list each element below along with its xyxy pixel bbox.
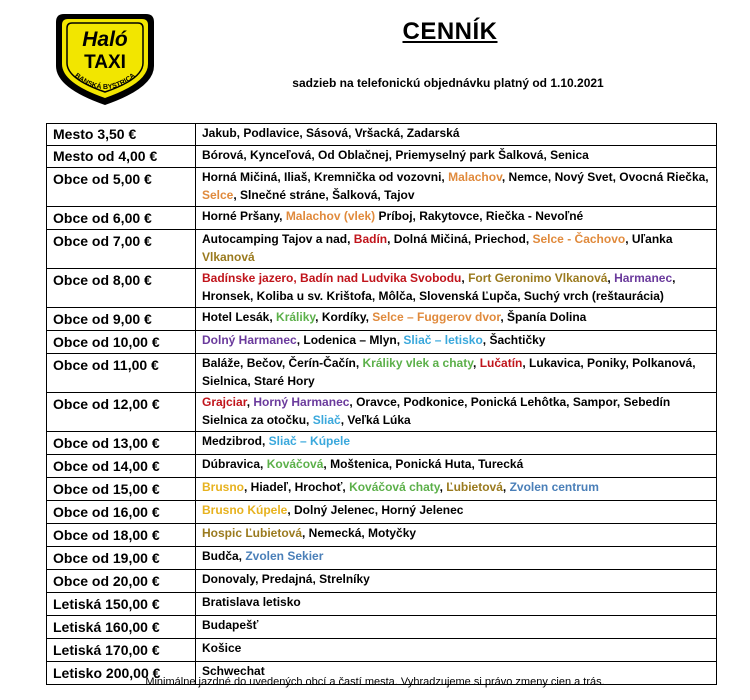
place-text: , Slnečné stráne, Šalková, Tajov (233, 188, 415, 202)
price-row (47, 124, 717, 146)
place-text: Baláže, Bečov, Čerín-Čačín, (202, 356, 363, 370)
place-text: , Nemecká, Motyčky (302, 526, 417, 540)
halo-taxi-logo (50, 8, 160, 108)
place-highlight: Malachov (vlek) (285, 209, 376, 223)
place-highlight: Brusno Kúpele (202, 503, 288, 517)
place-text: , (439, 480, 447, 494)
place-text: , Nemce, Nový Svet, Ovocná Riečka, (501, 170, 709, 184)
logo-taxi-text: TAXI (84, 52, 126, 73)
place-highlight: Badín (353, 232, 388, 246)
place-text: , Dolný Jelenec, Horný Jelenec (287, 503, 464, 517)
place-text: Donovaly, Predajná, Strelníky (202, 572, 370, 586)
place-text: Hotel Lesák, (202, 310, 277, 324)
price-row (47, 547, 717, 570)
places-cell (196, 168, 717, 207)
places-cell (196, 639, 717, 662)
price-row (47, 616, 717, 639)
place-text: Medzibrod, (202, 434, 269, 448)
place-highlight: Harmanec (614, 271, 673, 285)
price-label: Obce od 8,00 € (47, 269, 196, 308)
price-row (47, 331, 717, 354)
price-label: Obce od 18,00 € (47, 524, 196, 547)
place-text: , Oravce, Podkonice, Ponická Lehôtka, Sampor, Sebedín Sielnica za otočku, (202, 395, 671, 427)
price-label: Obce od 11,00 € (47, 354, 196, 393)
price-row (47, 593, 717, 616)
place-highlight: Vlkanová (202, 250, 255, 264)
places-cell (196, 616, 717, 639)
price-row (47, 168, 717, 207)
price-row (47, 230, 717, 269)
place-text: Schwechat (202, 664, 265, 678)
place-highlight: Selce (202, 188, 234, 202)
logo-city-arc: BANSKÁ BYSTRICA (73, 72, 137, 92)
place-highlight: Selce - Čachovo (532, 232, 626, 246)
place-text: , Lodenica – Mlyn, (296, 333, 404, 347)
place-highlight: Selce – Fuggerov dvor (372, 310, 501, 324)
places-cell (196, 354, 717, 393)
places-cell (196, 230, 717, 269)
price-row (47, 524, 717, 547)
price-label: Mesto 3,50 € (47, 124, 196, 146)
place-highlight: Ľubietová (446, 480, 503, 494)
place-text: , (502, 480, 510, 494)
place-highlight: Fort Geronimo Vlkanová (468, 271, 608, 285)
place-text: , Hiadeľ, Hrochoť, (244, 480, 350, 494)
place-text: Bratislava letisko (202, 595, 301, 609)
place-text: , (607, 271, 615, 285)
place-text: , (461, 271, 469, 285)
place-highlight: Horný Harmanec (253, 395, 350, 409)
price-label: Letiská 150,00 € (47, 593, 196, 616)
places-cell (196, 269, 717, 308)
price-label: Obce od 5,00 € (47, 168, 196, 207)
place-text: Príboj, Rakytovce, Riečka - Nevoľné (375, 209, 584, 223)
page-title: CENNÍK (402, 18, 498, 45)
place-text: , (246, 395, 254, 409)
price-label: Obce od 14,00 € (47, 455, 196, 478)
price-table (46, 123, 717, 685)
price-row (47, 354, 717, 393)
places-cell (196, 524, 717, 547)
price-label: Obce od 7,00 € (47, 230, 196, 269)
place-highlight: Lučatín (479, 356, 523, 370)
places-cell (196, 547, 717, 570)
price-row (47, 146, 717, 168)
price-row (47, 639, 717, 662)
places-cell (196, 478, 717, 501)
page-subtitle: sadzieb na telefonickú objednávku platný od 1.10.2021 (292, 76, 604, 90)
place-text: , Španía Dolina (500, 310, 587, 324)
places-cell (196, 570, 717, 593)
price-row (47, 269, 717, 308)
places-cell (196, 432, 717, 455)
place-text: Budča, (202, 549, 246, 563)
places-cell (196, 308, 717, 331)
place-highlight: Sliač (312, 413, 341, 427)
price-label: Obce od 10,00 € (47, 331, 196, 354)
place-text: Jakub, Podlavice, Sásová, Vršacká, Zadarská (202, 126, 460, 140)
price-label: Letisko 200,00 € (47, 662, 196, 685)
place-highlight: Dolný Harmanec (202, 333, 297, 347)
place-highlight: Grajciar (202, 395, 247, 409)
price-row (47, 432, 717, 455)
place-highlight: Hospic Ľubietová (202, 526, 303, 540)
places-cell (196, 593, 717, 616)
place-text: Budapešť (202, 618, 259, 632)
price-label: Obce od 13,00 € (47, 432, 196, 455)
places-cell (196, 331, 717, 354)
place-text: , Hronsek, Koliba u sv. Krištofa, Môlča, Slovenská Ľupča, Suchý vrch (reštaurácia) (202, 271, 676, 303)
place-text: , Moštenica, Ponická Huta, Turecká (323, 457, 524, 471)
price-label: Obce od 12,00 € (47, 393, 196, 432)
places-cell (196, 455, 717, 478)
place-highlight: Kováčová (266, 457, 324, 471)
price-label: Obce od 16,00 € (47, 501, 196, 524)
place-text: , Dolná Mičiná, Priechod, (387, 232, 533, 246)
place-text: , Veľká Lúka (340, 413, 411, 427)
place-highlight: Sliač – Kúpele (268, 434, 351, 448)
price-label: Obce od 20,00 € (47, 570, 196, 593)
places-cell (196, 146, 717, 168)
price-row (47, 393, 717, 432)
places-cell (196, 124, 717, 146)
price-label: Mesto od 4,00 € (47, 146, 196, 168)
price-row (47, 207, 717, 230)
price-label: Obce od 15,00 € (47, 478, 196, 501)
place-text: Horné Pršany, (202, 209, 286, 223)
place-text: Horná Mičiná, Iliaš, Kremnička od vozovni, (202, 170, 449, 184)
footer-note: Minimálne jazdné do uvedených obcí a častí mesta. Vyhradzujeme si právo zmeny cien a trás. (145, 676, 605, 688)
price-label: Obce od 19,00 € (47, 547, 196, 570)
place-highlight: Sliač – letisko (403, 333, 483, 347)
price-row (47, 478, 717, 501)
price-row (47, 455, 717, 478)
price-table-body (47, 124, 717, 685)
place-highlight: Badínske jazero, Badín nad Ludvika Svobodu (202, 271, 462, 285)
place-highlight: Zvolen centrum (509, 480, 599, 494)
price-label: Letiská 170,00 € (47, 639, 196, 662)
price-label: Letiská 160,00 € (47, 616, 196, 639)
place-text: , (473, 356, 480, 370)
places-cell (196, 393, 717, 432)
price-label: Obce od 9,00 € (47, 308, 196, 331)
place-highlight: Zvolen Sekier (245, 549, 324, 563)
place-text: Dúbravica, (202, 457, 267, 471)
place-highlight: Brusno (202, 480, 244, 494)
place-text: , Šachtičky (482, 333, 546, 347)
price-row (47, 308, 717, 331)
place-highlight: Králiky vlek a chaty (362, 356, 474, 370)
places-cell (196, 207, 717, 230)
place-highlight: Králiky (276, 310, 316, 324)
places-cell (196, 501, 717, 524)
price-label: Obce od 6,00 € (47, 207, 196, 230)
place-text: , Uľanka (625, 232, 673, 246)
place-text: Košice (202, 641, 242, 655)
place-text: Bórová, Kynceľová, Od Oblačnej, Priemyselný park Šalková, Senica (202, 148, 589, 162)
place-highlight: Kováčová chaty (349, 480, 440, 494)
logo-shield-icon (50, 8, 160, 108)
place-text: , Kordíky, (315, 310, 373, 324)
price-row (47, 501, 717, 524)
place-text: Autocamping Tajov a nad, (202, 232, 354, 246)
place-text: , Lukavica, Poniky, Polkanová, Sielnica, Staré Hory (202, 356, 696, 388)
place-highlight: Malachov (448, 170, 502, 184)
price-row (47, 570, 717, 593)
logo-halo-text: Haló (82, 28, 128, 51)
